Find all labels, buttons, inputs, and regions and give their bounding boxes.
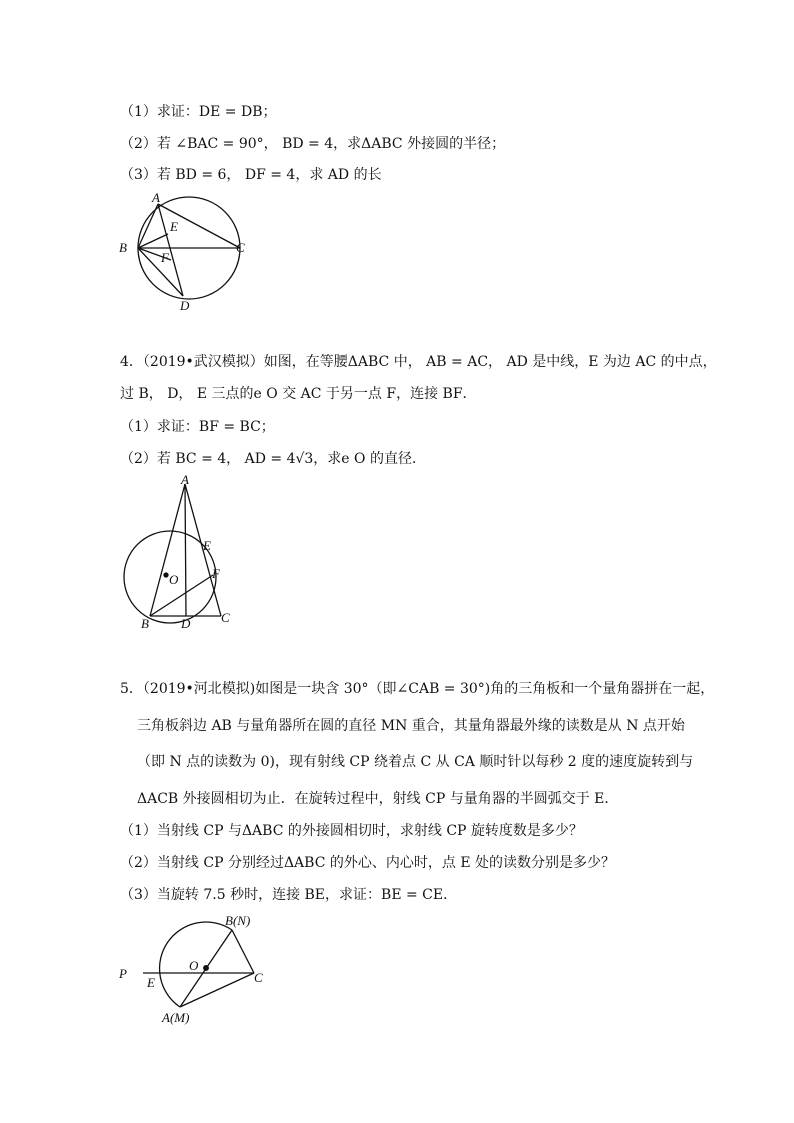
p4-question-2: （2）若 BC = 4， AD = 4√3，求e O 的直径． (120, 451, 426, 467)
p3-label-f: F (161, 250, 169, 265)
p3-chord-ab (138, 204, 158, 248)
p3-figure (110, 188, 260, 318)
p5-line-4: ΔACB 外接圆相切为止．在旋转过程中，射线 CP 与量角器的半圆弧交于 E． (137, 791, 619, 807)
p5-side-bc (232, 930, 254, 973)
p4-header: 4．（2019•武汉模拟）如图，在等腰ΔABC 中， AB = AC， AD 是中线，E 为边 AC 的中点， (120, 354, 717, 370)
p4-figure (115, 470, 245, 630)
p5-figure (115, 912, 285, 1027)
p5-label-c: C (254, 970, 263, 985)
p3-label-c: C (236, 240, 245, 255)
p5-line-3: （即 N 点的读数为 0)，现有射线 CP 绕着点 C 从 CA 顺时针以每秒 2 度的速度旋转到与 (137, 754, 694, 770)
p3-label-a: A (152, 190, 160, 205)
p4-label-e: E (203, 538, 211, 553)
p5-label-o: O (189, 958, 199, 973)
p5-question-1: （1）当射线 CP 与ΔABC 的外接圆相切时，求射线 CP 旋转度数是多少？ (120, 823, 583, 839)
p5-line-2: 三角板斜边 AB 与量角器所在圆的直径 MN 重合，其量角器最外缘的读数是从 N 点开始 (137, 718, 685, 734)
p3-segment-be (138, 234, 168, 248)
p4-line-2: 过 B， D， E 三点的e O 交 AC 于另一点 F，连接 BF． (120, 386, 477, 402)
p3-question-1: （1）求证：DE = DB； (120, 104, 277, 120)
p5-question-3: （3）当旋转 7.5 秒时，连接 BE，求证：BE = CE． (120, 887, 458, 903)
p4-median-ad (185, 484, 186, 616)
p5-header: 5．（2019•河北模拟)如图是一块含 30°（即∠CAB = 30°)角的三角板和一个量角器拼在一起， (120, 681, 715, 697)
p4-label-a: A (181, 472, 189, 487)
p4-label-f: F (212, 566, 220, 581)
p4-question-1: （1）求证：BF = BC； (120, 419, 275, 435)
p4-label-c: C (221, 610, 230, 625)
p5-question-2: （2）当射线 CP 分别经过ΔABC 的外心、内心时，点 E 处的读数分别是多少？ (120, 855, 615, 871)
p5-label-a-m: A(M) (162, 1010, 190, 1025)
p3-label-b: B (119, 240, 127, 255)
p4-label-d: D (181, 616, 191, 631)
p4-label-b: B (141, 616, 149, 631)
p4-center-dot (164, 573, 168, 577)
p4-label-o: O (169, 572, 179, 587)
p3-label-e: E (170, 219, 178, 234)
p5-label-b-n: B(N) (225, 913, 251, 928)
p3-question-2: （2）若 ∠BAC = 90°， BD = 4，求ΔABC 外接圆的半径； (120, 136, 506, 152)
p3-label-d: D (180, 298, 190, 313)
p5-center-dot (204, 966, 209, 971)
p5-label-p: P (119, 966, 127, 981)
p3-question-3: （3）若 BD = 6， DF = 4，求 AD 的长 (120, 167, 382, 183)
p5-label-e: E (147, 975, 155, 990)
